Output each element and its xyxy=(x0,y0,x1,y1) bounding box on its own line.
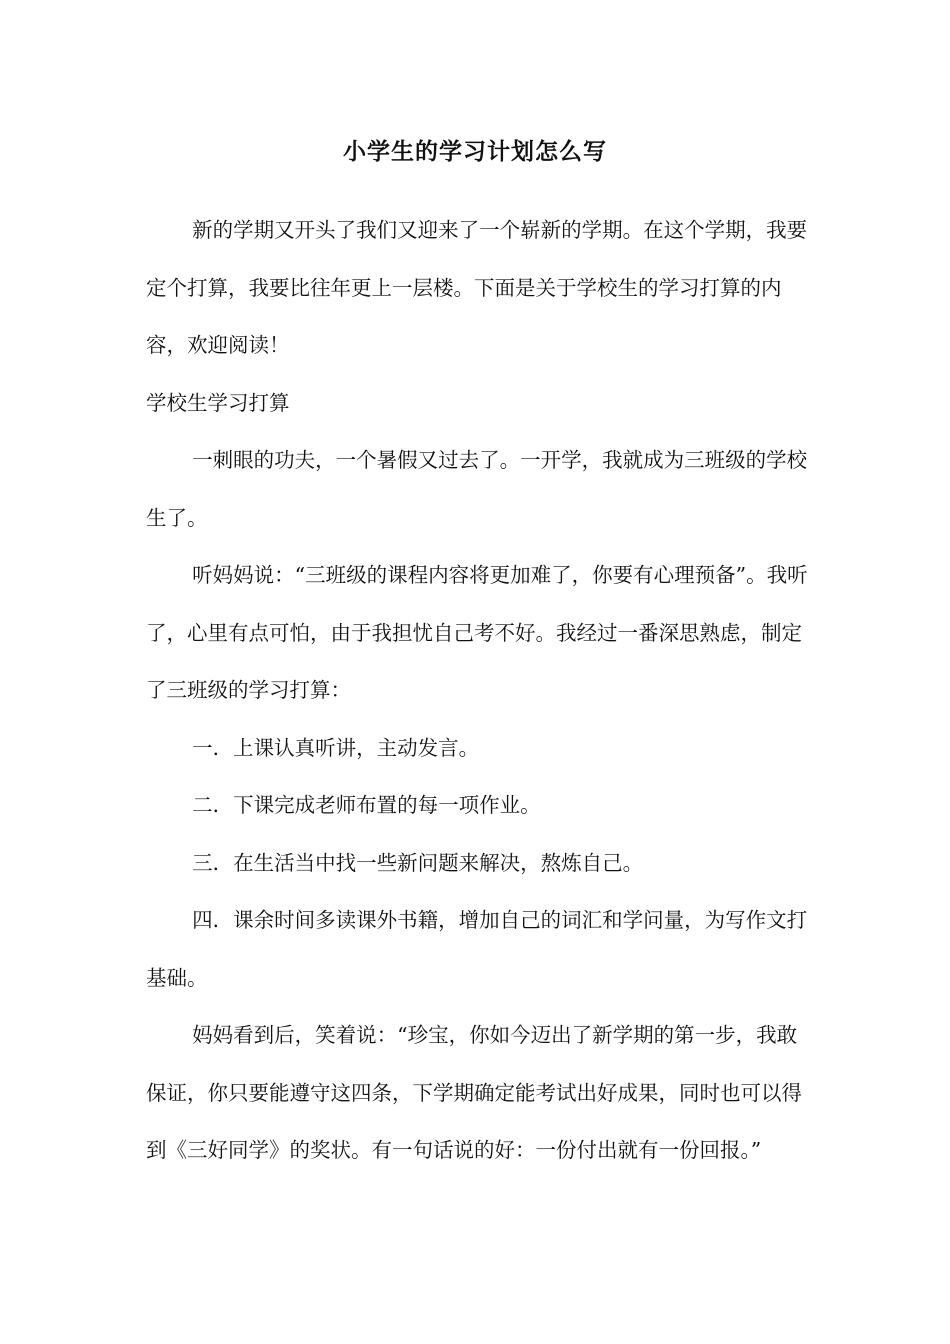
plan-item-3: 三．在生活当中找一些新问题来解决，熬炼自己。 xyxy=(192,850,644,875)
intro-paragraph: 新的学期又开头了我们又迎来了一个崭新的学期。在这个学期，我要定个打算，我要比往年更上一层楼。下面是关于学校生的学习打算的内容，欢迎阅读！ xyxy=(146,218,808,357)
plan-item-2: 二．下课完成老师布置的每一项作业。 xyxy=(192,793,541,817)
document-title: 小学生的学习计划怎么写 xyxy=(343,138,607,165)
plan-item-4: 四．课余时间多读课外书籍，增加自己的词汇和学问量，为写作文打基础。 xyxy=(146,908,808,990)
body-paragraph: 听妈妈说：“三班级的课程内容将更加难了，你要有心理预备”。我听了，心里有点可怕，由于我担忧自己考不好。我经过一番深思熟虑，制定了三班级的学习打算： xyxy=(146,563,808,702)
body-paragraph: 一刺眼的功夫，一个暑假又过去了。一开学，我就成为三班级的学校生了。 xyxy=(146,448,808,530)
document-body xyxy=(146,202,816,1180)
section-heading: 学校生学习打算 xyxy=(146,390,290,415)
plan-item-1: 一．上课认真听讲，主动发言。 xyxy=(192,735,480,760)
closing-paragraph: 妈妈看到后，笑着说：“珍宝，你如今迈出了新学期的第一步，我敢保证，你只要能遵守这四条，下学期确定能考试出好成果，同时也可以得到《三好同学》的奖状。有一句话说的好：一份付出就有一份回报。” xyxy=(146,1023,802,1162)
